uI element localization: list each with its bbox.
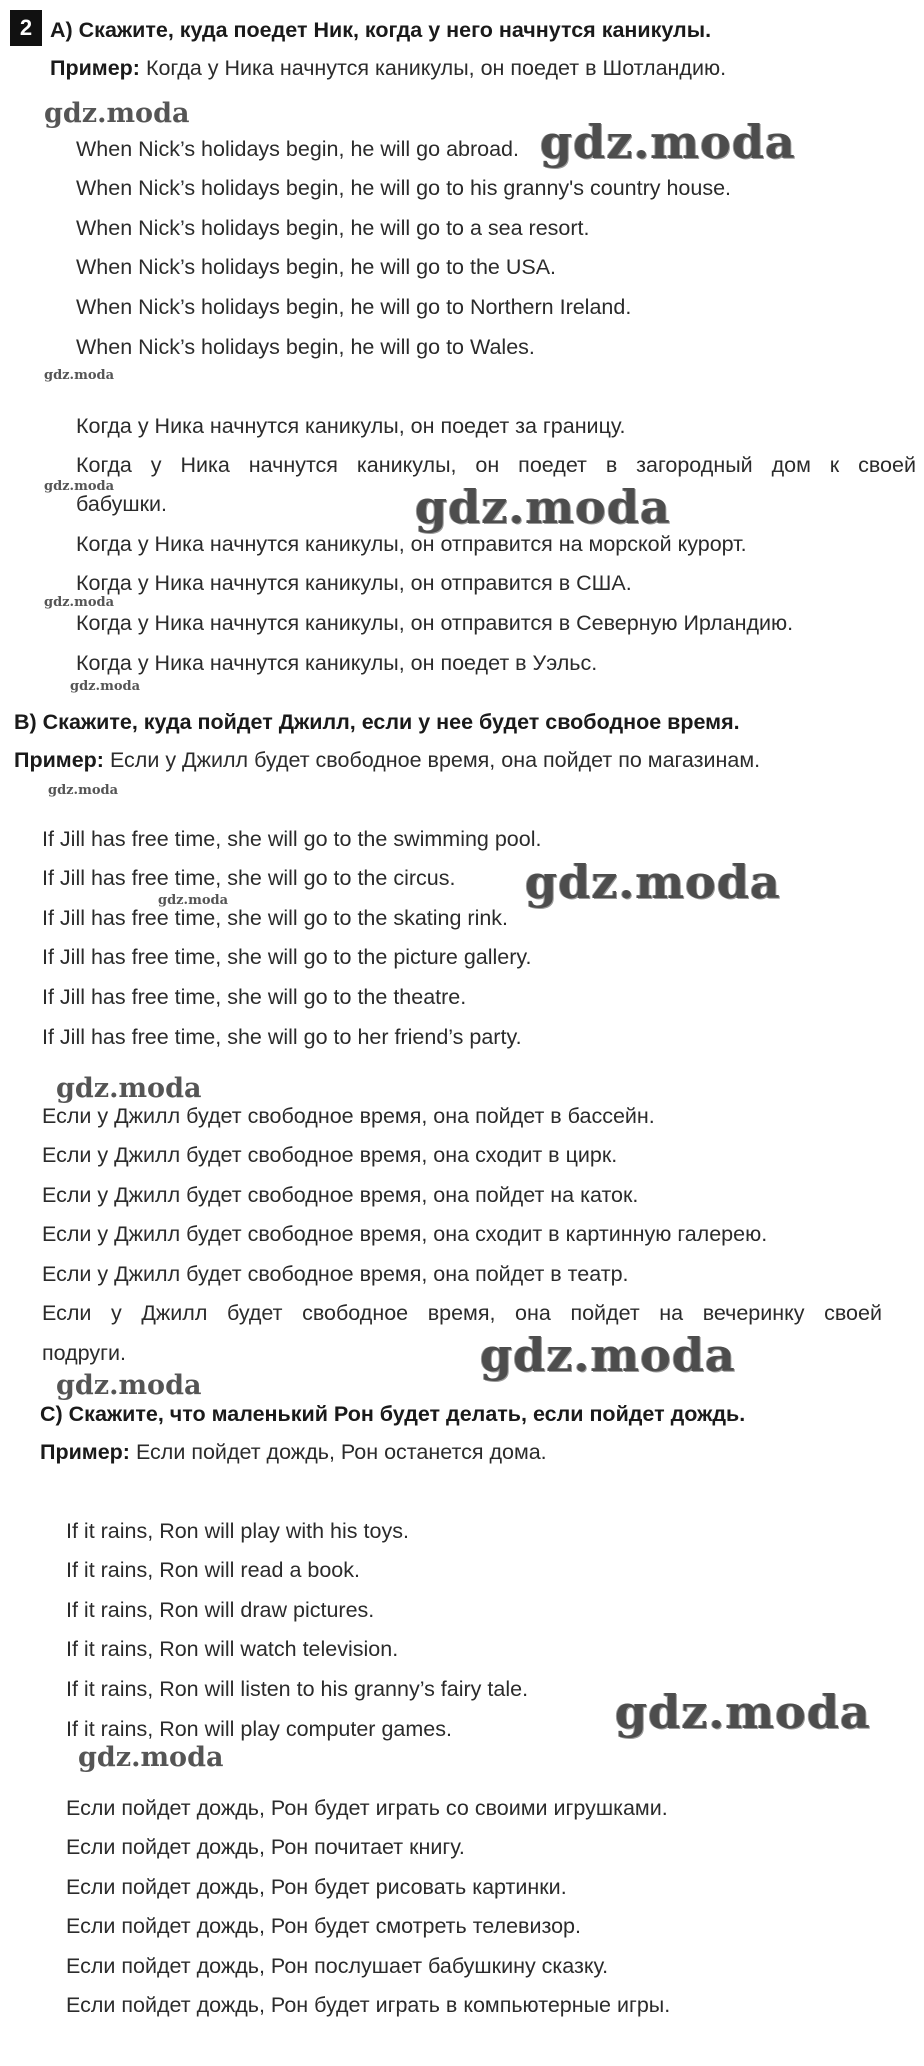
watermark: gdz.moda — [615, 1685, 871, 1739]
sentence-a-ru-6: Когда у Ника начнутся каникулы, он поедет в Уэльс. — [76, 651, 598, 675]
section-a-example — [50, 58, 726, 80]
sentence-a-ru-3: Когда у Ника начнутся каникулы, он отправится на морской курорт. — [76, 532, 747, 556]
sentence-c-ru-6: Если пойдет дождь, Рон будет играть в компьютерные игры. — [66, 1993, 671, 2017]
watermark: gdz.moda — [158, 893, 229, 908]
sentence-b-ru-5: Если у Джилл будет свободное время, она пойдет в театр. — [42, 1262, 629, 1286]
section-c-example — [40, 1442, 547, 1464]
sentence-b-en-6: If Jill has free time, she will go to her friend’s party. — [42, 1025, 522, 1049]
section-c-title: C) Скажите, что маленький Рон будет делать, если пойдет дождь. — [40, 1402, 746, 1426]
sentence-c-en-2: If it rains, Ron will read a book. — [66, 1558, 360, 1582]
sentence-a-en-2: When Nick’s holidays begin, he will go to his granny's country house. — [76, 176, 732, 200]
sentence-a-en-4: When Nick’s holidays begin, he will go to the USA. — [76, 255, 557, 279]
example-label: Пример: — [40, 1440, 130, 1464]
sentence-b-ru-3: Если у Джилл будет свободное время, она пойдет на каток. — [42, 1183, 639, 1207]
sentence-a-ru-2: Когда у Ника начнутся каникулы, он поедет в загородный дом к своей — [76, 453, 916, 477]
watermark: gdz.moda — [480, 1328, 736, 1382]
section-a-title: A) Скажите, куда поедет Ник, когда у него начнутся каникулы. — [50, 18, 712, 42]
sentence-c-ru-4: Если пойдет дождь, Рон будет смотреть телевизор. — [66, 1914, 581, 1938]
sentence-b-ru-4: Если у Джилл будет свободное время, она сходит в картинную галерею. — [42, 1222, 768, 1246]
watermark: gdz.moda — [56, 1073, 202, 1104]
sentence-b-en-2: If Jill has free time, she will go to the circus. — [42, 866, 456, 890]
section-b-example — [14, 750, 760, 772]
watermark: gdz.moda — [415, 480, 671, 534]
watermark: gdz.moda — [78, 1742, 224, 1773]
sentence-c-en-6: If it rains, Ron will play computer games. — [66, 1717, 452, 1741]
sentence-c-ru-5: Если пойдет дождь, Рон послушает бабушкину сказку. — [66, 1954, 609, 1978]
sentence-b-en-1: If Jill has free time, she will go to the swimming pool. — [42, 827, 542, 851]
sentence-a-ru-2-cont: бабушки. — [76, 492, 168, 516]
watermark: gdz.moda — [70, 679, 141, 694]
sentence-c-ru-3: Если пойдет дождь, Рон будет рисовать картинки. — [66, 1875, 567, 1899]
sentence-a-en-3: When Nick’s holidays begin, he will go to a sea resort. — [76, 216, 590, 240]
sentence-b-ru-2: Если у Джилл будет свободное время, она сходит в цирк. — [42, 1143, 618, 1167]
watermark: gdz.moda — [44, 479, 115, 494]
example-text: Если пойдет дождь, Рон останется дома. — [135, 1440, 547, 1464]
watermark: gdz.moda — [44, 595, 115, 610]
sentence-c-ru-1: Если пойдет дождь, Рон будет играть со своими игрушками. — [66, 1796, 668, 1820]
sentence-b-en-4: If Jill has free time, she will go to the picture gallery. — [42, 945, 532, 969]
sentence-c-en-5: If it rains, Ron will listen to his granny’s fairy tale. — [66, 1677, 529, 1701]
example-label: Пример: — [14, 748, 104, 772]
watermark: gdz.moda — [44, 368, 115, 383]
watermark: gdz.moda — [44, 98, 190, 129]
task-number-badge: 2 — [10, 10, 42, 46]
sentence-b-ru-6-cont: подруги. — [42, 1341, 126, 1365]
watermark: gdz.moda — [525, 855, 781, 909]
watermark: gdz.moda — [48, 783, 119, 798]
sentence-a-ru-4: Когда у Ника начнутся каникулы, он отправится в США. — [76, 571, 632, 595]
section-b-title: B) Скажите, куда пойдет Джилл, если у нее будет свободное время. — [14, 710, 740, 734]
watermark: gdz.moda — [540, 115, 796, 169]
sentence-a-en-1: When Nick’s holidays begin, he will go abroad. — [76, 137, 519, 161]
sentence-c-ru-2: Если пойдет дождь, Рон почитает книгу. — [66, 1835, 465, 1859]
sentence-b-en-5: If Jill has free time, she will go to the theatre. — [42, 985, 467, 1009]
sentence-a-en-5: When Nick’s holidays begin, he will go to Northern Ireland. — [76, 295, 632, 319]
sentence-c-en-4: If it rains, Ron will watch television. — [66, 1637, 399, 1661]
example-label: Пример: — [50, 56, 140, 80]
example-text: Если у Джилл будет свободное время, она пойдет по магазинам. — [109, 748, 761, 772]
example-text: Когда у Ника начнутся каникулы, он поедет в Шотландию. — [145, 56, 727, 80]
watermark: gdz.moda — [56, 1370, 202, 1401]
sentence-c-en-1: If it rains, Ron will play with his toys. — [66, 1519, 409, 1543]
sentence-c-en-3: If it rains, Ron will draw pictures. — [66, 1598, 375, 1622]
sentence-b-ru-1: Если у Джилл будет свободное время, она пойдет в бассейн. — [42, 1104, 655, 1128]
sentence-b-en-3: If Jill has free time, she will go to the skating rink. — [42, 906, 509, 930]
sentence-a-ru-5: Когда у Ника начнутся каникулы, он отправится в Северную Ирландию. — [76, 611, 794, 635]
sentence-a-en-6: When Nick’s holidays begin, he will go to Wales. — [76, 335, 535, 359]
sentence-b-ru-6: Если у Джилл будет свободное время, она пойдет на вечеринку своей — [42, 1301, 882, 1325]
sentence-a-ru-1: Когда у Ника начнутся каникулы, он поедет за границу. — [76, 414, 626, 438]
